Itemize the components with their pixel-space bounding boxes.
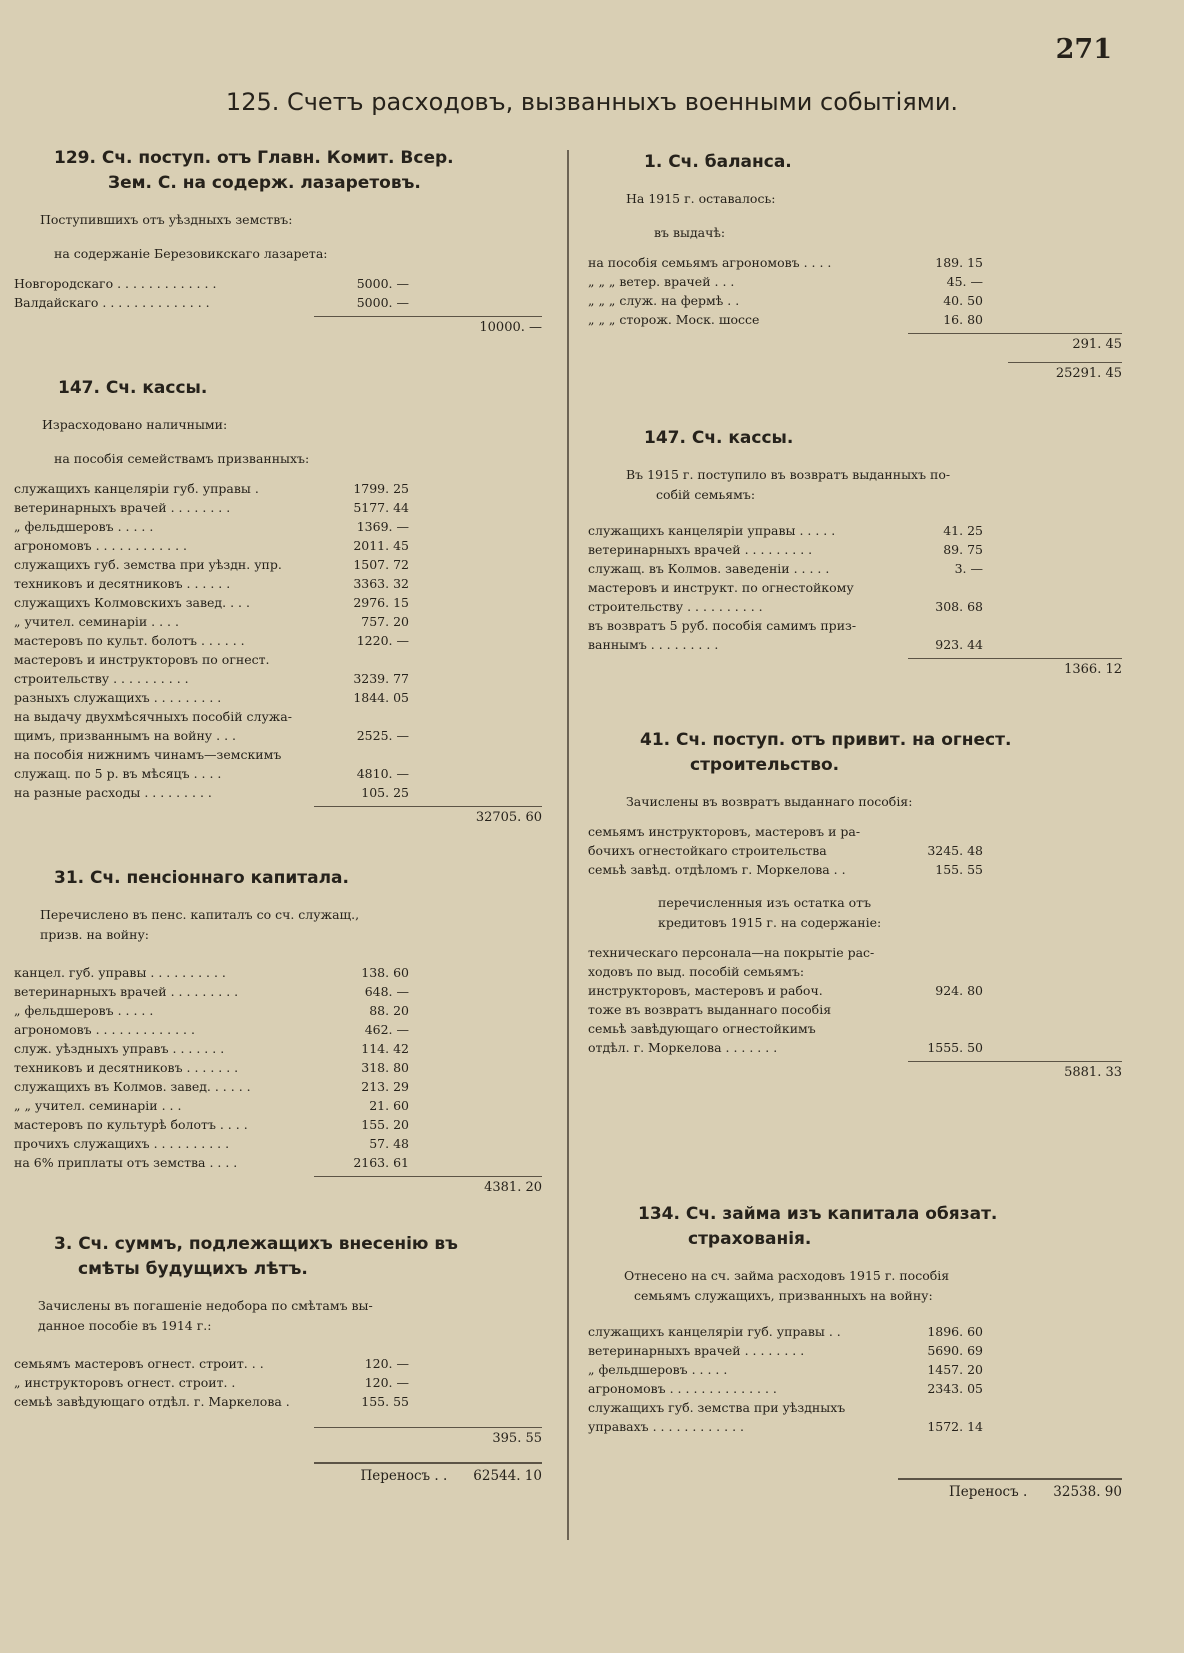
ledger-row — [588, 272, 1122, 291]
row-label: семьѣ завѣдующаго огнестойкимъ — [588, 1021, 816, 1036]
section-134 — [588, 1202, 1122, 1478]
ledger-row — [14, 726, 542, 745]
row-amount: 5000. — — [356, 276, 409, 291]
row-amount: 155. 20 — [361, 1117, 409, 1132]
row-label: на 6% приплаты отъ земства . . . . — [14, 1155, 238, 1170]
section-total: 4381. 20 — [314, 1176, 542, 1199]
ledger-row — [14, 517, 542, 536]
row-amount: 5177. 44 — [353, 500, 409, 515]
section-title: 147. Сч. кассы. — [644, 428, 794, 448]
entries-list — [588, 253, 1122, 329]
ledger-row — [588, 597, 1122, 616]
section-31 — [14, 866, 542, 1226]
row-amount: 40. 50 — [943, 293, 983, 308]
row-amount: 2343. 05 — [927, 1381, 983, 1396]
entries-list — [14, 274, 542, 312]
row-amount: 213. 29 — [361, 1079, 409, 1094]
section-total: 5881. 33 — [908, 1061, 1122, 1084]
ledger-row — [588, 291, 1122, 310]
row-amount: 114. 42 — [361, 1041, 409, 1056]
row-label: служащихъ губ. земства при уѣздныхъ — [588, 1400, 846, 1415]
row-label: ветеринарныхъ врачей . . . . . . . . — [14, 500, 231, 515]
section-title: 41. Сч. поступ. отъ привит. на огнест. строительство. — [640, 730, 1012, 775]
entries-list — [588, 521, 1122, 654]
row-label: инструкторовъ, мастеровъ и рабоч. — [588, 983, 823, 998]
row-amount: 2525. — — [356, 728, 409, 743]
row-label: служащ. въ Колмов. заведенiи . . . . . — [588, 561, 830, 576]
entries-list — [14, 479, 542, 802]
carry-forward — [314, 1462, 542, 1488]
ledger-row — [588, 253, 1122, 272]
row-amount: 3239. 77 — [353, 671, 409, 686]
ledger-row — [588, 822, 1122, 841]
ledger-row — [14, 498, 542, 517]
row-label: „ учител. семинарiи . . . . — [14, 614, 179, 629]
ledger-row — [588, 1038, 1122, 1057]
row-amount: 5000. — — [356, 295, 409, 310]
row-amount: 4810. — — [356, 766, 409, 781]
section-total: 32705. 60 — [314, 806, 542, 829]
ledger-row — [14, 1020, 542, 1039]
ledger-row — [588, 962, 1122, 981]
row-label: мастеровъ по культ. болотъ . . . . . . — [14, 633, 245, 648]
section-129 — [14, 146, 542, 362]
row-amount: 41. 25 — [943, 523, 983, 538]
section-intro: Зачислены въ погашенiе недобора по смѣтамъ вы- данное пособiе въ 1914 г.: — [38, 1298, 373, 1333]
section-intro: Въ 1915 г. поступило въ возвратъ выданныхъ по- собiй семьямъ: — [626, 467, 951, 502]
ledger-row — [14, 612, 542, 631]
section-total: 395. 55 — [314, 1427, 542, 1450]
row-label: ветеринарныхъ врачей . . . . . . . . . — [588, 542, 813, 557]
row-amount: 318. 80 — [361, 1060, 409, 1075]
section-147-right — [588, 426, 1122, 728]
row-label: Валдайскаго . . . . . . . . . . . . . . — [14, 295, 210, 310]
section-grand-total: 25291. 45 — [1008, 362, 1122, 385]
row-label: служащ. по 5 р. въ мѣсяцъ . . . . — [14, 766, 222, 781]
section-intro: Перечислено въ пенс. капиталъ со сч. служащ., призв. на войну: — [40, 907, 360, 942]
section-intro: Зачислены въ возвратъ выданнаго пособiя: — [626, 794, 913, 809]
row-label: агрономовъ . . . . . . . . . . . . — [14, 538, 187, 553]
row-label: техниковъ и десятниковъ . . . . . . . — [14, 1060, 239, 1075]
row-label: канцел. губ. управы . . . . . . . . . . — [14, 965, 226, 980]
row-label: семьямъ инструкторовъ, мастеровъ и ра- — [588, 824, 861, 839]
row-label: на разные расходы . . . . . . . . . — [14, 785, 212, 800]
ledger-row — [14, 982, 542, 1001]
row-label: семьѣ завѣдующаго отдѣл. г. Маркелова . — [14, 1394, 290, 1409]
ledger-row — [14, 1058, 542, 1077]
ledger-row — [14, 1096, 542, 1115]
ledger-row — [14, 963, 542, 982]
ledger-row — [14, 555, 542, 574]
row-label: агрономовъ . . . . . . . . . . . . . — [14, 1022, 195, 1037]
row-amount: 189. 15 — [935, 255, 983, 270]
row-amount: 5690. 69 — [927, 1343, 983, 1358]
ledger-row — [588, 1000, 1122, 1019]
section-intro: перечисленныя изъ остатка отъ кредитовъ 1915 г. на содержанiе: — [658, 895, 882, 930]
ledger-row — [14, 574, 542, 593]
entries-list — [588, 822, 1122, 879]
carry-forward — [898, 1478, 1122, 1504]
ledger-row — [14, 764, 542, 783]
row-label: агрономовъ . . . . . . . . . . . . . . — [588, 1381, 777, 1396]
row-label: тоже въ возвратъ выданнаго пособiя — [588, 1002, 832, 1017]
row-label: „ „ „ ветер. врачей . . . — [588, 274, 735, 289]
row-label: „ инструкторовъ огнест. строит. . — [14, 1375, 236, 1390]
ledger-row — [14, 1134, 542, 1153]
ledger-row — [14, 274, 542, 293]
row-amount: 88. 20 — [369, 1003, 409, 1018]
row-amount: 1799. 25 — [353, 481, 409, 496]
page-title: 125. Счетъ расходовъ, вызванныхъ военными событiями. — [225, 88, 959, 116]
row-amount: 57. 48 — [369, 1136, 409, 1151]
row-label: служащихъ канцелярiи управы . . . . . — [588, 523, 836, 538]
row-label: „ „ „ сторож. Моск. шоссе — [588, 312, 760, 327]
ledger-row — [588, 860, 1122, 879]
carry-forward-label: Переносъ . . — [360, 1468, 448, 1484]
row-amount: 1555. 50 — [927, 1040, 983, 1055]
row-label: строительству . . . . . . . . . . — [14, 671, 189, 686]
ledger-row — [14, 1001, 542, 1020]
row-amount: 1844. 05 — [353, 690, 409, 705]
entries-list — [14, 963, 542, 1172]
row-label: служащихъ канцелярiи губ. управы . — [14, 481, 259, 496]
row-amount: 308. 68 — [935, 599, 983, 614]
row-amount: 1896. 60 — [927, 1324, 983, 1339]
carry-forward-value: 32538. 90 — [1053, 1484, 1122, 1500]
row-label: управахъ . . . . . . . . . . . . — [588, 1419, 744, 1434]
ledger-row — [588, 981, 1122, 1000]
section-title: 3. Сч. суммъ, подлежащихъ внесенiю въ смѣты будущихъ лѣтъ. — [54, 1234, 458, 1279]
row-amount: 3. — — [954, 561, 983, 576]
page-number: 271 — [1055, 34, 1112, 65]
entries-list — [14, 1354, 542, 1411]
row-amount: 1457. 20 — [927, 1362, 983, 1377]
row-amount: 1507. 72 — [353, 557, 409, 572]
ledger-row — [14, 669, 542, 688]
ledger-row — [588, 841, 1122, 860]
row-label: семьѣ завѣд. отдѣломъ г. Моркелова . . — [588, 862, 846, 877]
section-title: 129. Сч. поступ. отъ Главн. Комит. Всер. Зем. С. на содерж. лазаретовъ. — [54, 148, 454, 193]
row-label: щимъ, призваннымъ на войну . . . — [14, 728, 236, 743]
row-amount: 1220. — — [356, 633, 409, 648]
ledger-row — [14, 293, 542, 312]
ledger-row — [588, 559, 1122, 578]
row-amount: 462. — — [364, 1022, 409, 1037]
section-intro: Отнесено на сч. займа расходовъ 1915 г. пособiя семьямъ служащихъ, призванныхъ на войну: — [624, 1268, 950, 1303]
row-amount: 923. 44 — [935, 637, 983, 652]
ledger-row — [588, 578, 1122, 597]
ledger-row — [14, 745, 542, 764]
row-label: служащихъ губ. земства при уѣздн. упр. — [14, 557, 282, 572]
ledger-row — [14, 650, 542, 669]
row-label: мастеровъ и инструкторовъ по огнест. — [14, 652, 270, 667]
ledger-row — [588, 616, 1122, 635]
row-label: въ возвратъ 5 руб. пособiя самимъ приз- — [588, 618, 857, 633]
row-amount: 155. 55 — [361, 1394, 409, 1409]
left-column — [14, 146, 542, 1488]
row-amount: 105. 25 — [361, 785, 409, 800]
ledger-row — [588, 1341, 1122, 1360]
section-intro: на пособiя семействамъ призванныхъ: — [54, 451, 310, 466]
section-title: 1. Сч. баланса. — [644, 152, 792, 172]
section-title: 134. Сч. займа изъ капитала обязат. страхованiя. — [638, 1204, 998, 1249]
ledger-row — [588, 1019, 1122, 1038]
ledger-row — [588, 1379, 1122, 1398]
row-amount: 1369. — — [356, 519, 409, 534]
section-title: 31. Сч. пенсiоннаго капитала. — [54, 868, 349, 888]
ledger-row — [14, 688, 542, 707]
row-amount: 924. 80 — [935, 983, 983, 998]
row-label: техническаго персонала—на покрытiе рас- — [588, 945, 875, 960]
row-amount: 2163. 61 — [353, 1155, 409, 1170]
row-amount: 21. 60 — [369, 1098, 409, 1113]
row-label: семьямъ мастеровъ огнест. строит. . . — [14, 1356, 264, 1371]
row-label: техниковъ и десятниковъ . . . . . . — [14, 576, 231, 591]
row-label: ваннымъ . . . . . . . . . — [588, 637, 719, 652]
ledger-row — [14, 707, 542, 726]
row-label: служащихъ Колмовскихъ завед. . . . — [14, 595, 250, 610]
entries-list — [588, 943, 1122, 1057]
ledger-row — [588, 1417, 1122, 1436]
row-label: на пособiя нижнимъ чинамъ—земскимъ — [14, 747, 282, 762]
ledger-row — [588, 1398, 1122, 1417]
section-intro: Поступившихъ отъ уѣздныхъ земствъ: — [40, 212, 293, 227]
section-1 — [588, 150, 1122, 426]
row-amount: 120. — — [364, 1375, 409, 1390]
column-divider — [567, 150, 569, 1540]
ledger-row — [14, 1077, 542, 1096]
ledger-row — [14, 1153, 542, 1172]
row-label: мастеровъ по культурѣ болотъ . . . . — [14, 1117, 248, 1132]
row-amount: 120. — — [364, 1356, 409, 1371]
ledger-row — [588, 1360, 1122, 1379]
row-label: отдѣл. г. Моркелова . . . . . . . — [588, 1040, 778, 1055]
row-label: ветеринарныхъ врачей . . . . . . . . — [588, 1343, 805, 1358]
ledger-row — [14, 536, 542, 555]
section-total: 10000. — — [314, 316, 542, 339]
row-label: служащихъ въ Колмов. завед. . . . . . — [14, 1079, 251, 1094]
carry-forward-label: Переносъ . — [949, 1484, 1028, 1500]
row-amount: 3245. 48 — [927, 843, 983, 858]
ledger-row — [14, 1354, 542, 1373]
row-label: „ „ учител. семинарiи . . . — [14, 1098, 182, 1113]
row-label: „ „ „ служ. на фермѣ . . — [588, 293, 740, 308]
ledger-row — [14, 1373, 542, 1392]
ledger-row — [588, 310, 1122, 329]
row-amount: 1572. 14 — [927, 1419, 983, 1434]
row-label: Новгородскаго . . . . . . . . . . . . . — [14, 276, 217, 291]
section-title: 147. Сч. кассы. — [58, 378, 208, 398]
ledger-row — [14, 631, 542, 650]
section-total: 291. 45 — [908, 333, 1122, 356]
row-label: прочихъ служащихъ . . . . . . . . . . — [14, 1136, 230, 1151]
ledger-row — [588, 521, 1122, 540]
row-label: мастеровъ и инструкт. по огнестойкому — [588, 580, 854, 595]
entries-list — [588, 1322, 1122, 1436]
section-total: 1366. 12 — [908, 658, 1122, 681]
row-label: строительству . . . . . . . . . . — [588, 599, 763, 614]
row-label: на пособiя семьямъ агрономовъ . . . . — [588, 255, 832, 270]
section-3 — [14, 1232, 542, 1462]
ledger-row — [14, 783, 542, 802]
ledger-row — [14, 1115, 542, 1134]
row-label: бочихъ огнестойкаго строительства — [588, 843, 827, 858]
row-label: ходовъ по выд. пособiй семьямъ: — [588, 964, 805, 979]
row-amount: 45. — — [946, 274, 983, 289]
ledger-row — [14, 479, 542, 498]
row-amount: 3363. 32 — [353, 576, 409, 591]
section-intro: въ выдачѣ: — [654, 225, 726, 240]
row-amount: 2011. 45 — [353, 538, 409, 553]
ledger-row — [14, 593, 542, 612]
ledger-row — [14, 1392, 542, 1411]
row-label: ветеринарныхъ врачей . . . . . . . . . — [14, 984, 239, 999]
row-amount: 138. 60 — [361, 965, 409, 980]
section-41 — [588, 728, 1122, 1202]
ledger-row — [588, 540, 1122, 559]
right-column — [588, 146, 1122, 1504]
row-label: на выдачу двухмѣсячныхъ пособiй служа- — [14, 709, 292, 724]
carry-forward-value: 62544. 10 — [473, 1468, 542, 1484]
row-label: служ. уѣздныхъ управъ . . . . . . . — [14, 1041, 225, 1056]
row-label: „ фельдшеровъ . . . . . — [14, 519, 154, 534]
row-amount: 16. 80 — [943, 312, 983, 327]
ledger-row — [14, 1039, 542, 1058]
section-intro: на содержанiе Березовикскаго лазарета: — [54, 246, 328, 261]
row-label: „ фельдшеровъ . . . . . — [588, 1362, 728, 1377]
row-amount: 757. 20 — [361, 614, 409, 629]
ledger-row — [588, 943, 1122, 962]
row-label: „ фельдшеровъ . . . . . — [14, 1003, 154, 1018]
section-147 — [14, 376, 542, 860]
ledger-row — [588, 1322, 1122, 1341]
row-amount: 89. 75 — [943, 542, 983, 557]
section-intro: Израсходовано наличными: — [42, 417, 228, 432]
row-amount: 2976. 15 — [353, 595, 409, 610]
row-amount: 155. 55 — [935, 862, 983, 877]
row-label: служащихъ канцелярiи губ. управы . . — [588, 1324, 841, 1339]
ledger-row — [588, 635, 1122, 654]
row-amount: 648. — — [364, 984, 409, 999]
row-label: разныхъ служащихъ . . . . . . . . . — [14, 690, 222, 705]
section-intro: На 1915 г. оставалось: — [626, 191, 776, 206]
